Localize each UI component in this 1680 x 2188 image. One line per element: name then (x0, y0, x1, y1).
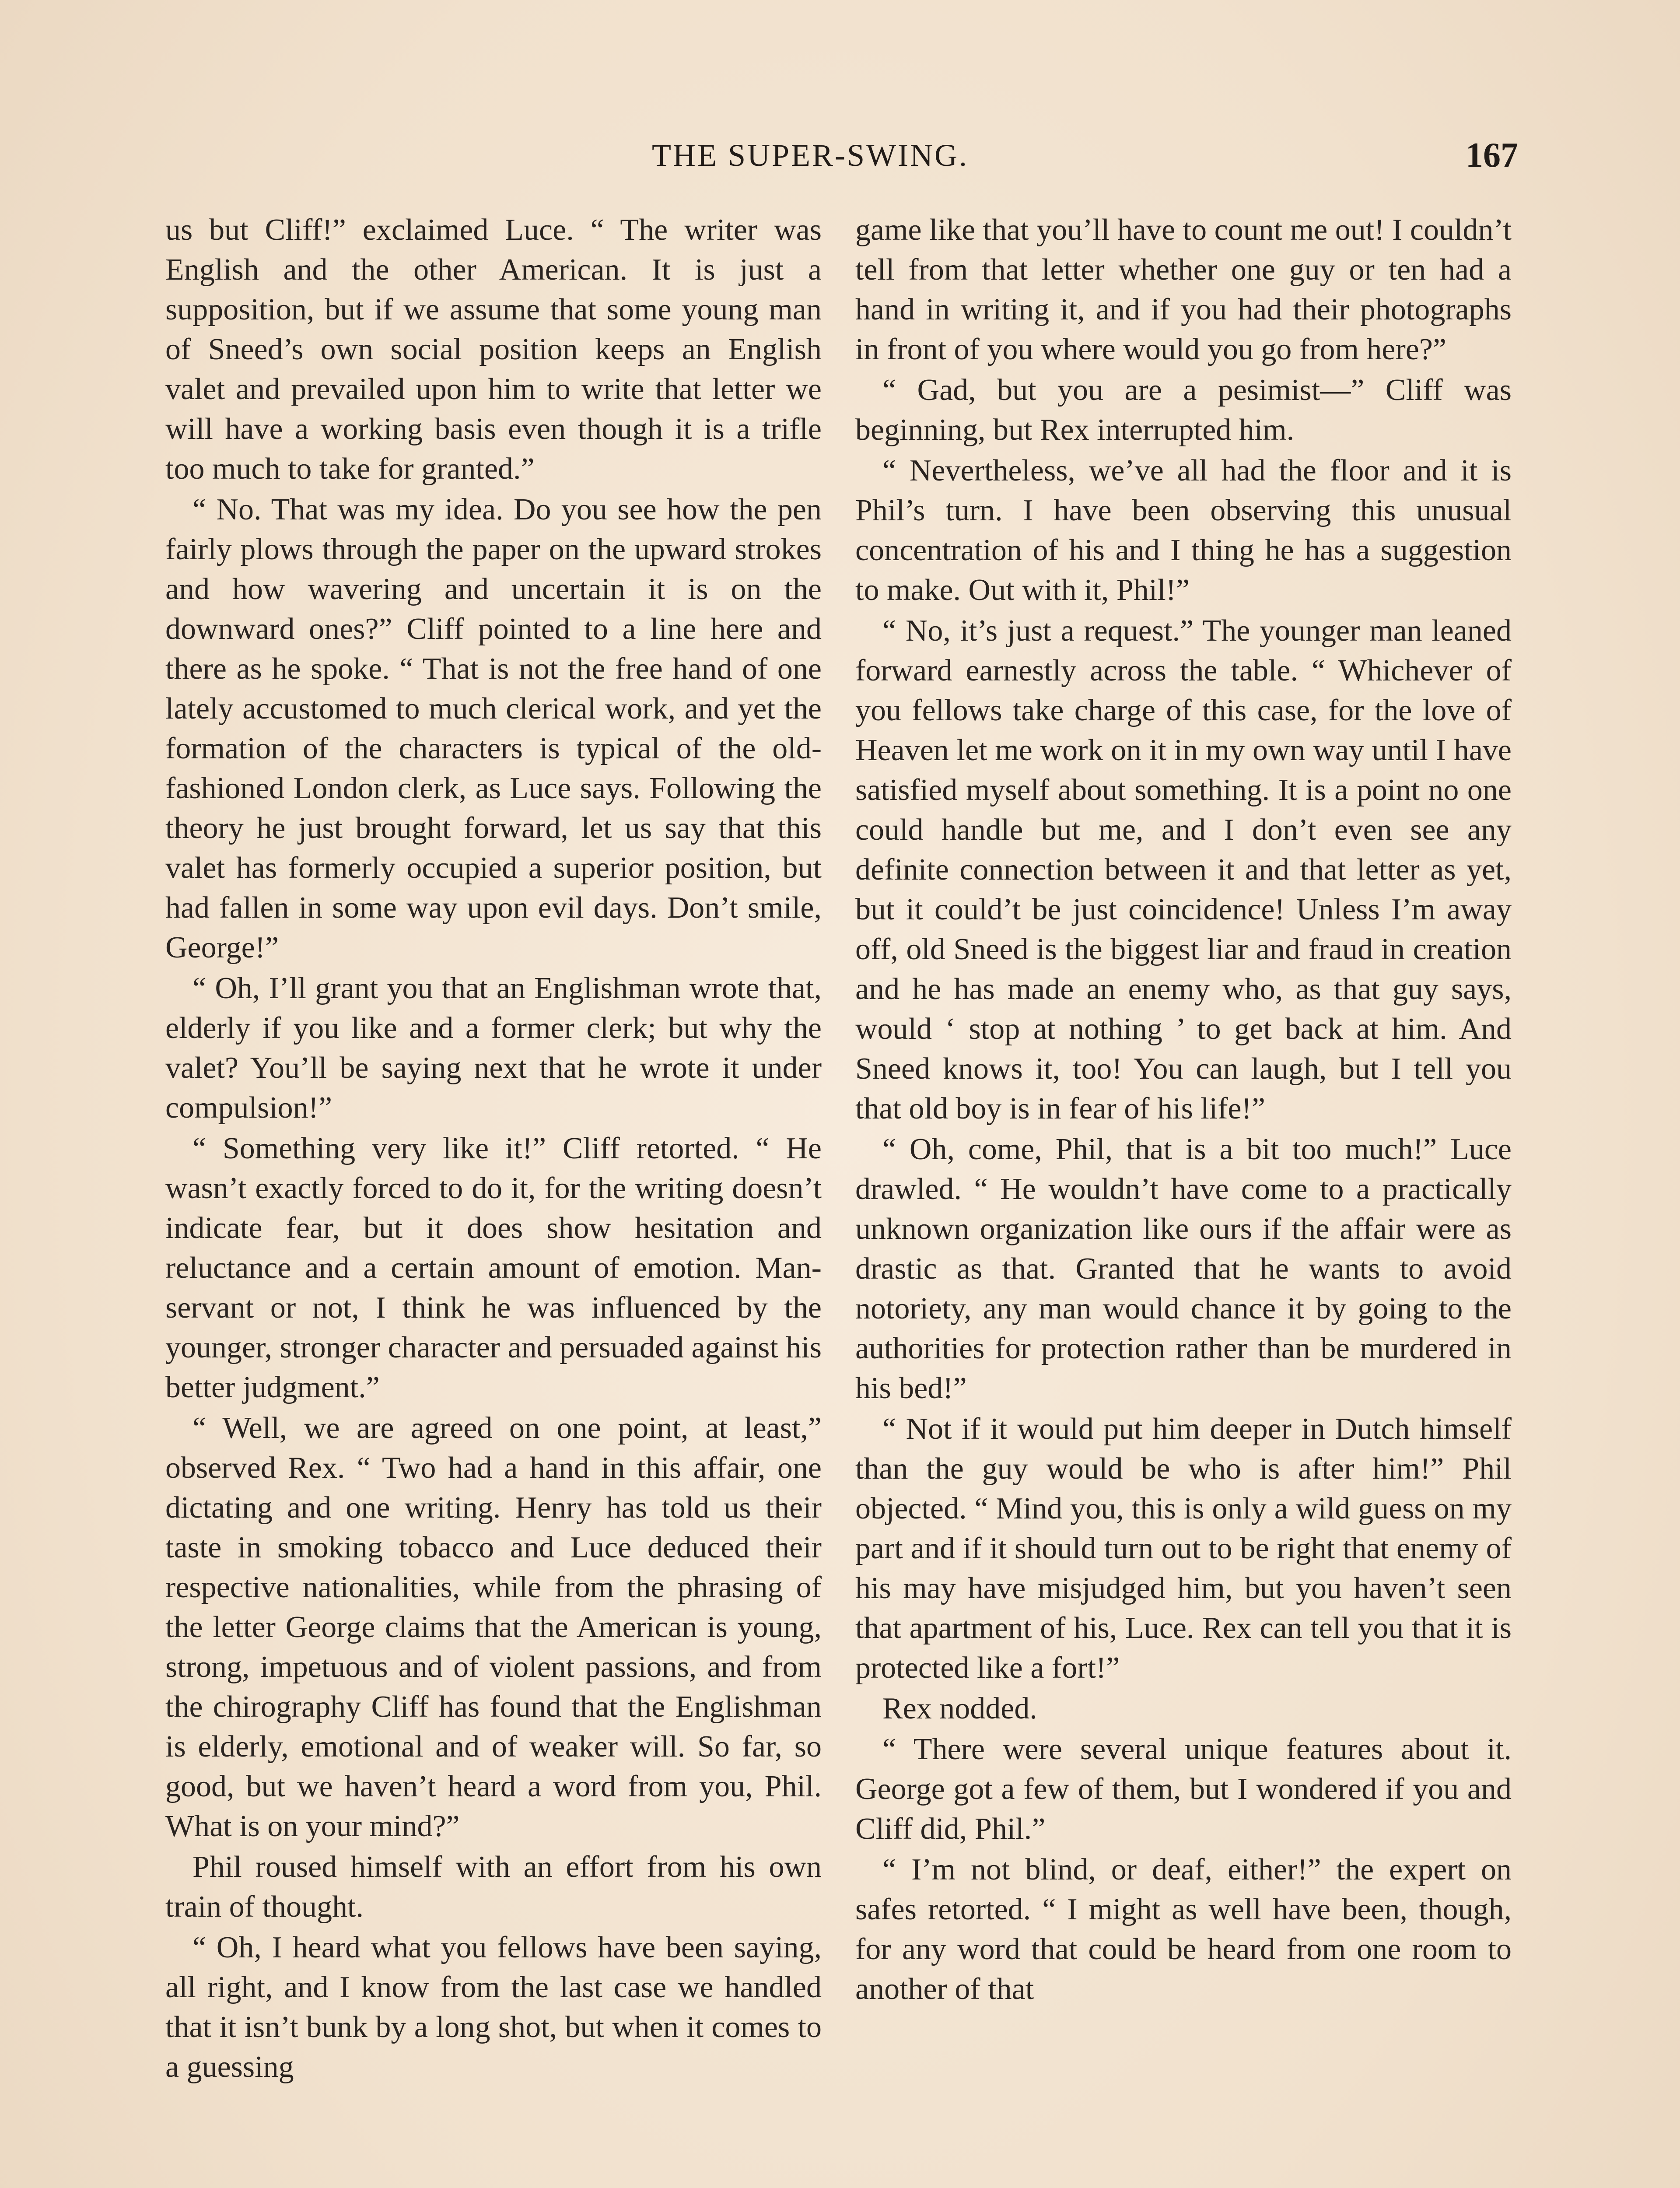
paragraph: game like that you’ll have to count me out! I couldn’t tell from that letter whether one guy or ten had a hand in writing it, and if you had their photographs in front of you where would you go from here?” (855, 213, 1512, 366)
paragraph: “ Nevertheless, we’ve all had the floor and it is Phil’s turn. I have been observing this unusual concentration of his and I thing he has a suggestion to make. Out with it, Phil!” (855, 454, 1512, 607)
paragraph: “ I’m not blind, or deaf, either!” the expert on safes retorted. “ I might as well have been, though, for any word that could be heard from one room to another of that (855, 1853, 1512, 2006)
paragraph: “ Well, we are agreed on one point, at least,” observed Rex. “ Two had a hand in this affair, one dictating and one writing. Henry has told us their taste in smoking tobacco and Luce deduced their respective nationalities, while from the phrasing of the letter George claims that the American is young, strong, impetuous and of violent passions, and from the chirography Cliff has found that the Englishman is elderly, emotional and of weaker will. So far, so good, but we haven’t heard a word from you, Phil. What is on your mind?” (165, 1411, 822, 1843)
paragraph: Phil roused himself with an effort from his own train of thought. (165, 1850, 822, 1924)
paragraph: “ Gad, but you are a pesimist—” Cliff was beginning, but Rex interrupted him. (855, 373, 1512, 447)
paragraph: “ Something very like it!” Cliff retorted. “ He wasn’t exactly forced to do it, for the writing doesn’t indicate fear, but it does show hesitation and reluctance and a certain amount of emotion. Man-servant or not, I think he was influenced by the younger, stronger character and persuaded against his better judgment.” (165, 1132, 822, 1404)
paragraph: us but Cliff!” exclaimed Luce. “ The writer was English and the other American. It is just a supposition, but if we assume that some young man of Sneed’s own social position keeps an English valet and prevailed upon him to write that letter we will have a working basis even though it is a trifle too much to take for granted.” (165, 213, 822, 486)
paragraph: “ Oh, come, Phil, that is a bit too much!” Luce drawled. “ He wouldn’t have come to a practically unknown organization like ours if the affair were as drastic as that. Granted that he wants to avoid notoriety, any man would chance it by going to the authorities for protection rather than be murdered in his bed!” (855, 1133, 1512, 1405)
page-number: 167 (1466, 136, 1518, 175)
left-column (165, 210, 822, 2188)
right-column (855, 210, 1512, 2188)
paragraph: Rex nodded. (882, 1692, 1037, 1725)
running-header (166, 131, 1518, 184)
paragraph: “ Oh, I heard what you fellows have been saying, all right, and I know from the last case we handled that it isn’t bunk by a long shot, but when it comes to a guessing (165, 1931, 822, 2084)
paragraph: “ No, it’s just a request.” The younger man leaned forward earnestly across the table. “ Whichever of you fellows take charge of this case, for the love of Heaven let me work on it in my own way until I have satisfied myself about something. It is a point no one could handle but me, and I don’t even see any definite connection between it and that letter as yet, but it could’t be just coincidence! Unless I’m away off, old Sneed is the biggest liar and fraud in creation and he has made an enemy who, as that guy says, would ‘ stop at nothing ’ to get back at him. And Sneed knows it, too! You can laugh, but I tell you that old boy is in fear of his life!” (855, 614, 1512, 1126)
paragraph: “ Not if it would put him deeper in Dutch himself than the guy would be who is after him!” Phil objected. “ Mind you, this is only a wild guess on my part and if it should turn out to be right that enemy of his may have misjudged him, but you haven’t seen that apartment of his, Luce. Rex can tell you that it is protected like a fort!” (855, 1412, 1512, 1685)
paragraph: “ Oh, I’ll grant you that an Englishman wrote that, elderly if you like and a former clerk; but why the valet? You’ll be saying next that he wrote it under compulsion!” (165, 971, 822, 1125)
paragraph: “ There were several unique features about it. George got a few of them, but I wondered if you and Cliff did, Phil.” (855, 1732, 1512, 1846)
paragraph: “ No. That was my idea. Do you see how the pen fairly plows through the paper on the upward strokes and how wavering and uncertain it is on the downward ones?” Cliff pointed to a line here and there as he spoke. “ That is not the free hand of one lately accustomed to much clerical work, and yet the formation of the characters is typical of the old-fashioned London clerk, as Luce says. Following the theory he just brought forward, let us say that this valet has formerly occupied a superior position, but had fallen in some way upon evil days. Don’t smile, George!” (165, 493, 822, 964)
running-title: THE SUPER-SWING. (652, 138, 969, 173)
